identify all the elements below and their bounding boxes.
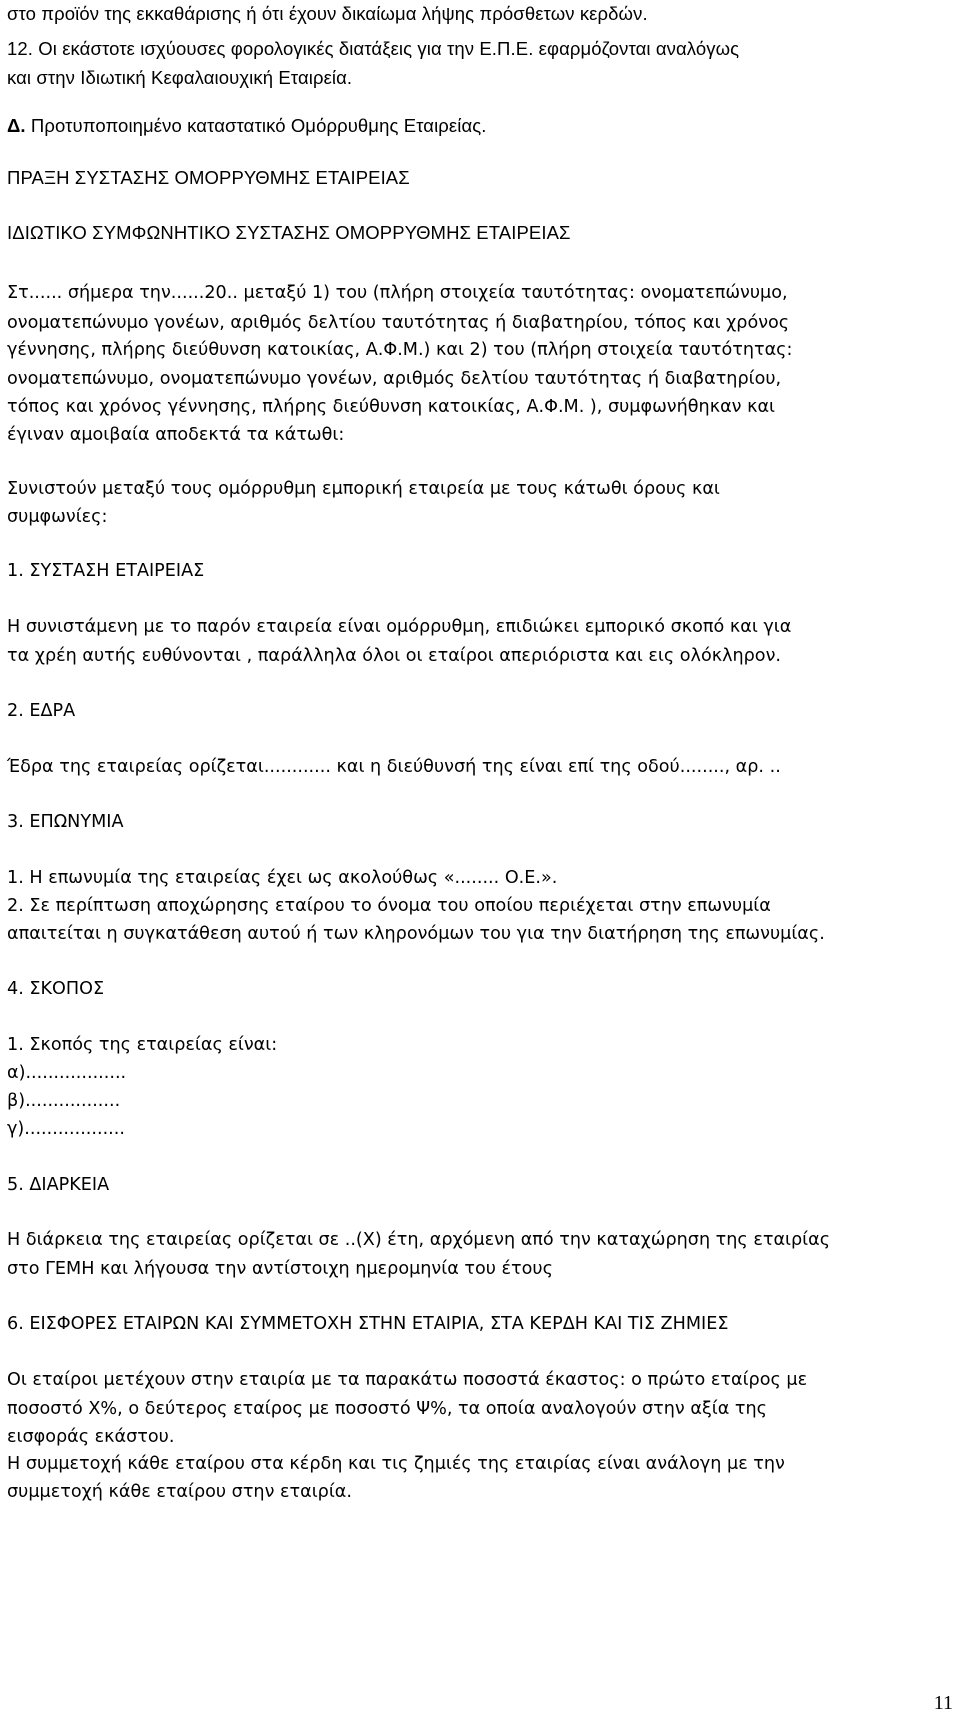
section-d-marker: Δ. (7, 115, 26, 136)
section-heading: 2. ΕΔΡΑ (7, 701, 76, 721)
text-line: Η συνιστάμενη με το παρόν εταιρεία είναι ομόρρυθμη, επιδιώκει εμπορικό σκοπό και για (7, 617, 792, 637)
text-line: Συνιστούν μεταξύ τους ομόρρυθμη εμπορική εταιρεία με τους κάτωθι όρους και (7, 479, 720, 499)
text-line: έγιναν αμοιβαία αποδεκτά τα κάτωθι: (7, 425, 345, 445)
text-line: 1. Σκοπός της εταιρείας είναι: (7, 1035, 278, 1055)
section-heading: 6. ΕΙΣΦΟΡΕΣ ΕΤΑΙΡΩΝ ΚΑΙ ΣΥΜΜΕΤΟΧΗ ΣΤΗΝ ΕΤΑΙΡΙΑ, ΣΤΑ ΚΕΡΔΗ ΚΑΙ ΤΙΣ ΖΗΜΙΕΣ (7, 1314, 729, 1334)
text-line: 1. Η επωνυμία της εταιρείας έχει ως ακολούθως «........ Ο.Ε.». (7, 868, 558, 888)
list-item: β)................. (7, 1091, 121, 1111)
section-d-heading (7, 115, 487, 137)
text-line: Η συμμετοχή κάθε εταίρου στα κέρδη και τις ζημιές της εταιρίας είναι ανάλογη με την (7, 1454, 785, 1474)
deed-heading: ΠΡΑΞΗ ΣΥΣΤΑΣΗΣ ΟΜΟΡΡΥΘΜΗΣ ΕΤΑΙΡΕΙΑΣ (7, 167, 410, 188)
section-d-title: Προτυποποιημένο καταστατικό Ομόρρυθμης Εταιρείας. (30, 115, 487, 136)
section-heading: 4. ΣΚΟΠΟΣ (7, 979, 105, 999)
text-line: 12. Οι εκάστοτε ισχύουσες φορολογικές διατάξεις για την Ε.Π.Ε. εφαρμόζονται αναλόγως (7, 38, 740, 59)
text-line: και στην Ιδιωτική Κεφαλαιουχική Εταιρεία. (7, 67, 353, 88)
text-line: Στ...... σήμερα την......20.. μεταξύ 1) του (πλήρη στοιχεία ταυτότητας: ονοματεπώνυμο, (7, 283, 788, 303)
section-heading: 1. ΣΥΣΤΑΣΗ ΕΤΑΙΡΕΙΑΣ (7, 561, 205, 581)
text-line: ποσοστό Χ%, ο δεύτερος εταίρος με ποσοστό Ψ%, τα οποία αναλογούν στην αξία της (7, 1399, 767, 1419)
text-line: Οι εταίροι μετέχουν στην εταιρία με τα παρακάτω ποσοστά έκαστος: ο πρώτο εταίρος με (7, 1370, 808, 1390)
list-item: α).................. (7, 1063, 127, 1083)
page-number: 11 (933, 1692, 953, 1714)
text-line: ονοματεπώνυμο, ονοματεπώνυμο γονέων, αριθμός δελτίου ταυτότητας ή διαβατηρίου, (7, 369, 782, 389)
text-line: εισφοράς εκάστου. (7, 1427, 175, 1447)
text-line: ονοματεπώνυμο γονέων, αριθμός δελτίου ταυτότητας ή διαβατηρίου, τόπος και χρόνος (7, 313, 790, 333)
text-line: 2. Σε περίπτωση αποχώρησης εταίρου το όνομα του οποίου περιέχεται στην επωνυμία (7, 896, 771, 916)
list-item: γ).................. (7, 1119, 125, 1139)
text-line: στο προϊόν της εκκαθάρισης ή ότι έχουν δικαίωμα λήψης πρόσθετων κερδών. (7, 3, 648, 24)
text-line: τα χρέη αυτής ευθύνονται , παράλληλα όλοι οι εταίροι απεριόριστα και εις ολόκληρον. (7, 646, 781, 666)
text-line: γέννησης, πλήρης διεύθυνση κατοικίας, Α.Φ.Μ.) και 2) του (πλήρη στοιχεία ταυτότητας: (7, 340, 793, 360)
text-line: τόπος και χρόνος γέννησης, πλήρης διεύθυνση κατοικίας, Α.Φ.Μ. ), συμφωνήθηκαν και (7, 397, 776, 417)
agreement-heading: ΙΔΙΩΤΙΚΟ ΣΥΜΦΩΝΗΤΙΚΟ ΣΥΣΤΑΣΗΣ ΟΜΟΡΡΥΘΜΗΣ ΕΤΑΙΡΕΙΑΣ (7, 222, 571, 243)
text-line: συμφωνίες: (7, 507, 108, 527)
text-line: Η διάρκεια της εταιρείας ορίζεται σε ..(Χ) έτη, αρχόμενη από την καταχώρηση της εταιρίας (7, 1230, 831, 1250)
text-line: Έδρα της εταιρείας ορίζεται............ και η διεύθυνσή της είναι επί της οδού........, αρ. .. (7, 757, 781, 777)
section-heading: 5. ΔΙΑΡΚΕΙΑ (7, 1175, 110, 1195)
section-heading: 3. ΕΠΩΝΥΜΙΑ (7, 812, 124, 832)
text-line: απαιτείται η συγκατάθεση αυτού ή των κληρονόμων του για την διατήρηση της επωνυμίας. (7, 924, 825, 944)
text-line: συμμετοχή κάθε εταίρου στην εταιρία. (7, 1482, 352, 1502)
text-line: στο ΓΕΜΗ και λήγουσα την αντίστοιχη ημερομηνία του έτους (7, 1259, 553, 1279)
